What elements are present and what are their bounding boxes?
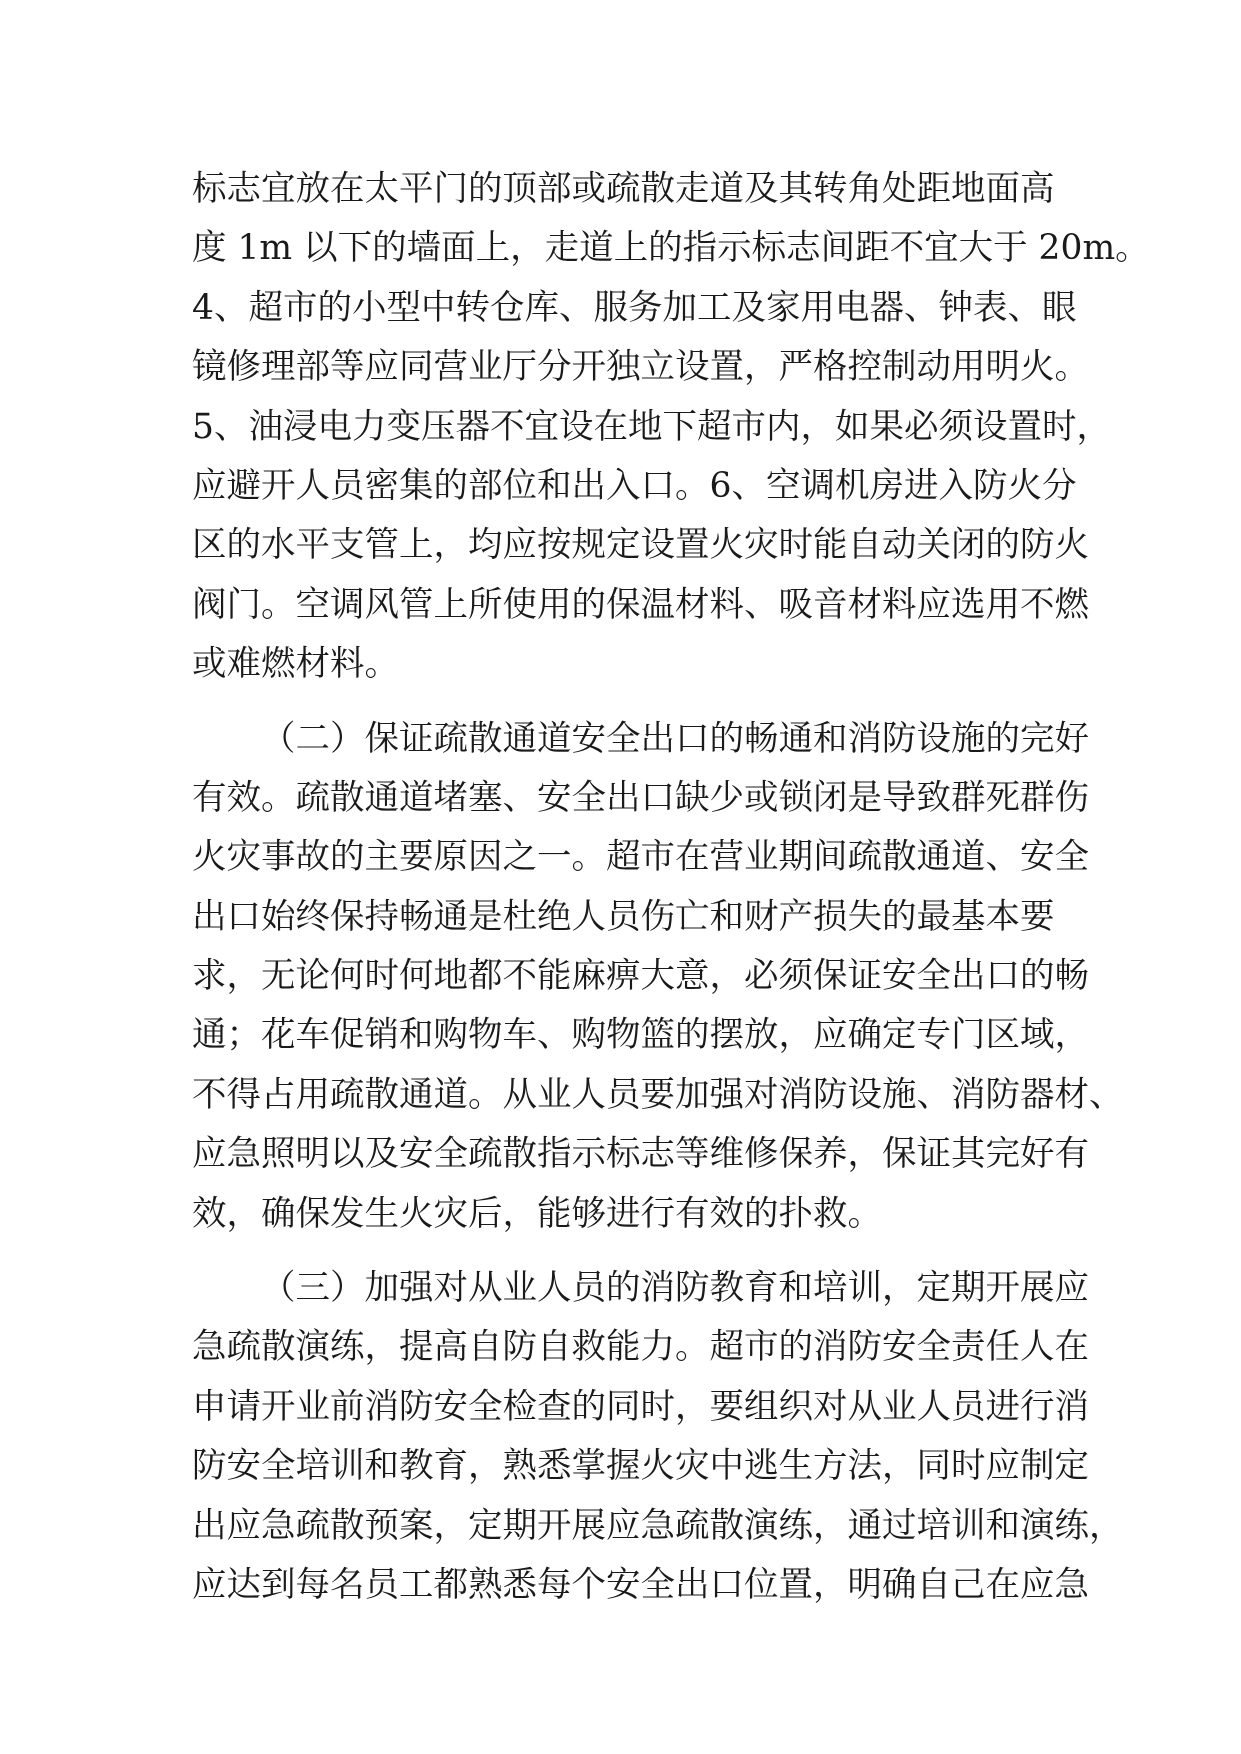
text-line: 标志宜放在太平门的顶部或疏散走道及其转角处距地面高 [192,169,1055,209]
body-text [192,160,1150,1615]
text-line: 求，无论何时何地都不能麻痹大意，必须保证安全出口的畅 [192,956,1089,997]
text-line: 应急照明以及安全疏散指示标志等维修保养，保证其完好有 [192,1134,1089,1175]
paragraph-1 [192,160,1150,695]
text-line: 急疏散演练，提高自防自救能力。超市的消防安全责任人在 [192,1327,1089,1368]
paragraph-3 [192,1259,1124,1615]
text-line: 申请开业前消防安全检查的同时，要组织对从业人员进行消 [192,1386,1089,1427]
text-line: 阀门。空调风管上所使用的保温材料、吸音材料应选用不燃 [192,584,1089,625]
text-line: 防安全培训和教育，熟悉掌握火灾中逃生方法，同时应制定 [192,1446,1089,1487]
text-line: 镜修理部等应同营业厅分开独立设置，严格控制动用明火。 [192,347,1089,388]
text-line: 火灾事故的主要原因之一。超市在营业期间疏散通道、安全 [192,837,1089,878]
text-line: 5、油浸电力变压器不宜设在地下超市内，如果必须设置时， [192,406,1111,447]
text-line: 通；花车促销和购物车、购物篮的摆放，应确定专门区域， [192,1015,1089,1056]
text-line: 出口始终保持畅通是杜绝人员伤亡和财产损失的最基本要 [192,896,1055,937]
text-line: 出应急疏散预案，定期开展应急疏散演练，通过培训和演练， [192,1505,1124,1546]
text-line: 效，确保发生火灾后，能够进行有效的扑救。 [192,1193,882,1234]
text-line: 或难燃材料。 [192,644,399,685]
paragraph-spacer [192,1244,1052,1259]
paragraph-spacer [192,695,1052,710]
text-line: （三）加强对从业人员的消防教育和培训，定期开展应 [261,1268,1089,1309]
text-line: 应避开人员密集的部位和出入口。6、空调机房进入防火分 [192,465,1077,506]
text-line: （二）保证疏散通道安全出口的畅通和消防设施的完好 [261,718,1089,759]
text-line: 4、超市的小型中转仓库、服务加工及家用电器、钟表、眼 [192,287,1077,328]
text-line: 度 1m 以下的墙面上，走道上的指示标志间距不宜大于 20m。 [192,228,1150,269]
text-line: 区的水平支管上，均应按规定设置火灾时能自动关闭的防火 [192,525,1089,566]
text-line: 应达到每名员工都熟悉每个安全出口位置，明确自己在应急 [192,1564,1089,1605]
text-line: 不得占用疏散通道。从业人员要加强对消防设施、消防器材、 [192,1074,1124,1115]
text-line: 有效。疏散通道堵塞、安全出口缺少或锁闭是导致群死群伤 [192,777,1089,818]
paragraph-2 [192,710,1124,1245]
